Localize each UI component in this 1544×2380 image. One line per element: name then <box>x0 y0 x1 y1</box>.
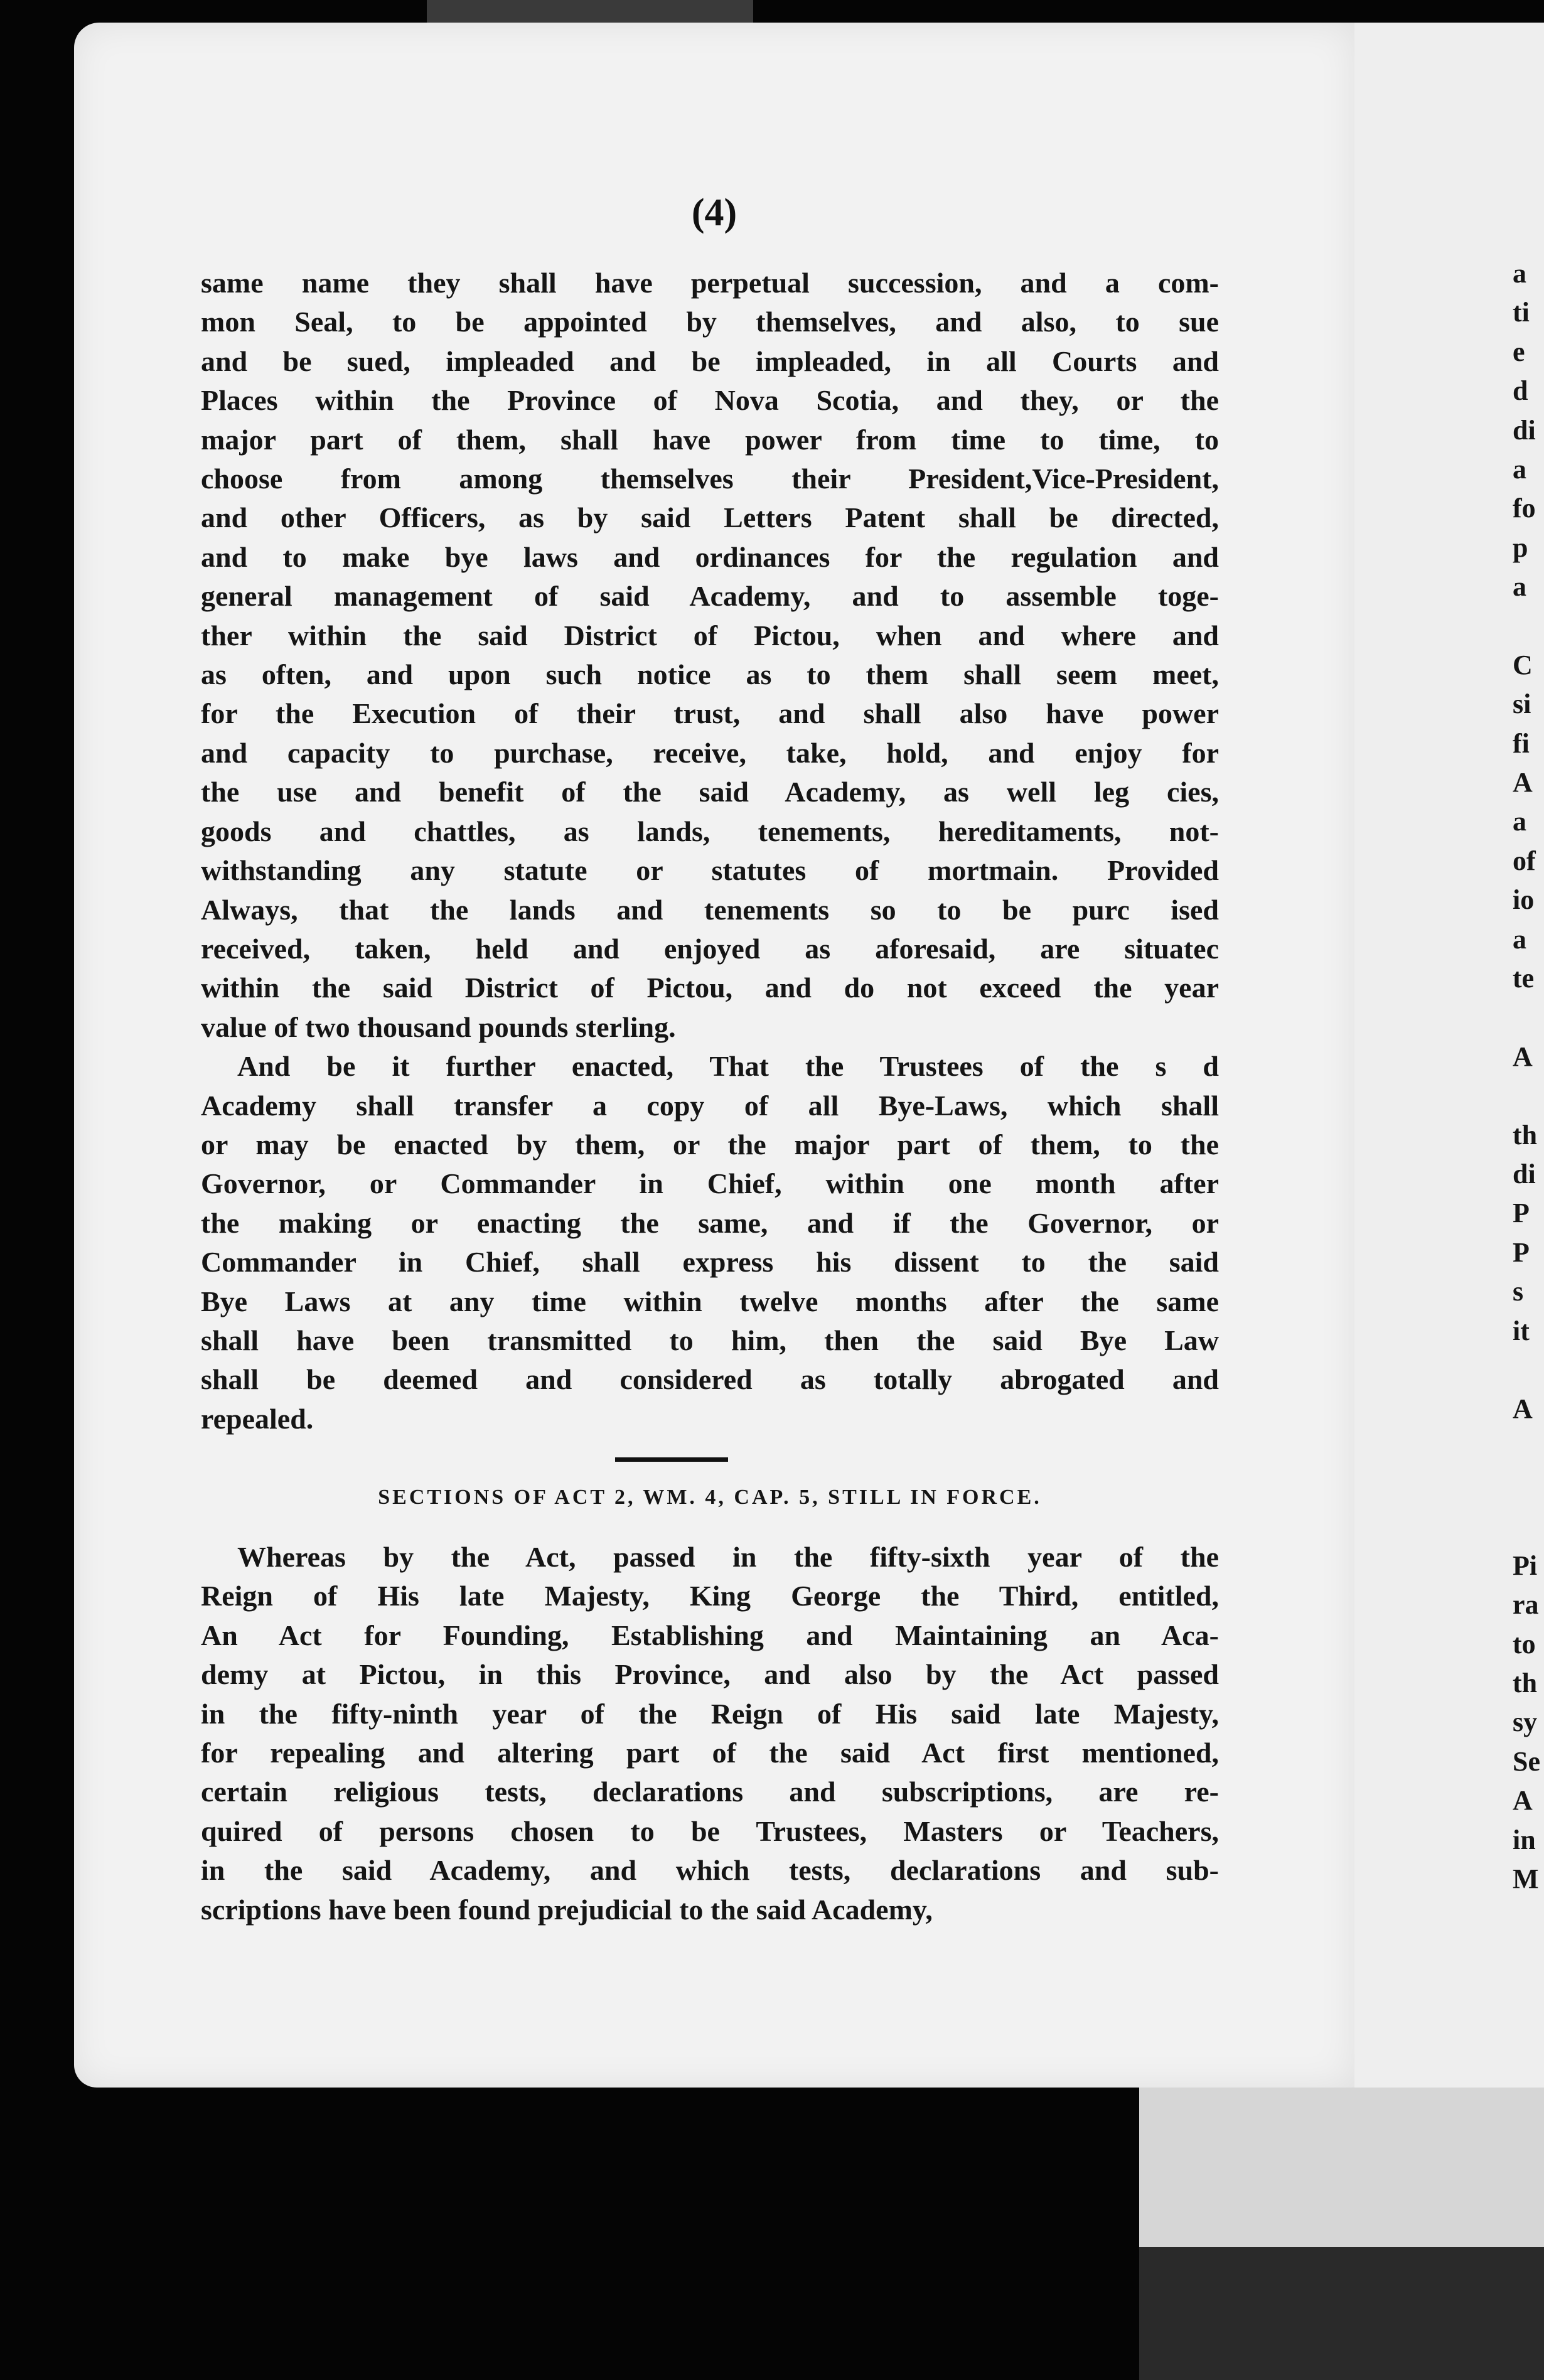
facing-page-fragment: th <box>1513 1119 1538 1150</box>
text-line: withstanding any statute or statutes of mortmain. Provided <box>201 854 1219 887</box>
text-line: and to make bye laws and ordinances for the regulation and <box>201 540 1219 573</box>
facing-page-fragment <box>1513 1351 1544 1390</box>
facing-page-fragment: a <box>1513 571 1526 603</box>
facing-page-fragment: a <box>1513 806 1526 837</box>
text-line: in the fifty-ninth year of the Reign of His said late Majesty, <box>201 1697 1219 1730</box>
facing-page-fragment: di <box>1513 1158 1536 1189</box>
facing-page-fragment: a <box>1513 453 1526 485</box>
facing-page-fragment: fi <box>1513 727 1530 759</box>
facing-page-fragment <box>1513 1468 1544 1507</box>
scan-background-top <box>427 0 753 25</box>
section-heading: SECTIONS OF ACT 2, WM. 4, CAP. 5, STILL IN FORCE. <box>378 1486 1042 1509</box>
text-line: and capacity to purchase, receive, take, hold, and enjoy for <box>201 736 1219 769</box>
text-line: And be it further enacted, That the Trustees of the s d <box>237 1050 1219 1083</box>
facing-page-fragment: ra <box>1513 1589 1539 1621</box>
text-line: repealed. <box>201 1402 314 1435</box>
facing-page-fragment: A <box>1513 1041 1533 1072</box>
paragraph-whereas <box>201 1538 1219 1929</box>
facing-page-fragment: A <box>1513 1785 1533 1816</box>
facing-page-fragment: to <box>1513 1628 1536 1659</box>
text-line: Governor, or Commander in Chief, within one month after <box>201 1167 1219 1200</box>
facing-page-fragment: ti <box>1513 297 1530 328</box>
text-line: within the said District of Pictou, and do not exceed the year <box>201 972 1219 1004</box>
text-line: Always, that the lands and tenements so to be purc ised <box>201 893 1219 926</box>
text-line: the making or enacting the same, and if the Governor, or <box>201 1206 1219 1239</box>
facing-page-fragment: Se <box>1513 1745 1540 1777</box>
text-line: the use and benefit of the said Academy, as well leg cies, <box>201 776 1219 808</box>
section-divider <box>615 1457 728 1462</box>
facing-page-fragment: p <box>1513 532 1528 563</box>
text-line: for repealing and altering part of the said Act first mentioned, <box>201 1737 1219 1769</box>
text-line: scriptions have been found prejudicial to the said Academy, <box>201 1893 933 1926</box>
text-line: Places within the Province of Nova Scotia, and they, or the <box>201 384 1219 417</box>
text-line: An Act for Founding, Establishing and Maintaining an Aca- <box>201 1619 1219 1651</box>
facing-page-fragment: sy <box>1513 1707 1538 1738</box>
text-line: shall have been transmitted to him, then the said Bye Law <box>201 1324 1219 1356</box>
text-line: mon Seal, to be appointed by themselves, and also, to sue <box>201 306 1219 338</box>
text-line: same name they shall have perpetual succession, and a com- <box>201 267 1219 299</box>
facing-page-fragment: it <box>1513 1315 1530 1346</box>
text-line: and be sued, impleaded and be impleaded, in all Courts and <box>201 345 1219 377</box>
facing-page-fragment: th <box>1513 1668 1538 1699</box>
text-line: Whereas by the Act, passed in the fifty-sixth year of the <box>237 1541 1219 1573</box>
facing-page-fragment <box>1513 607 1544 646</box>
facing-page-text-fragments <box>1513 254 1544 1899</box>
paragraph-body <box>201 264 1219 1439</box>
facing-page-fragment: P <box>1513 1236 1530 1268</box>
text-line: Commander in Chief, shall express his dissent to the said <box>201 1246 1219 1278</box>
text-line: goods and chattles, as lands, tenements, hereditaments, not- <box>201 815 1219 847</box>
text-line: Academy shall transfer a copy of all Bye-Laws, which shall <box>201 1089 1219 1122</box>
text-line: demy at Pictou, in this Province, and also by the Act passed <box>201 1658 1219 1691</box>
facing-page-fragment: di <box>1513 414 1536 446</box>
facing-page-fragment <box>1513 998 1544 1037</box>
facing-page-fragment: s <box>1513 1276 1524 1307</box>
text-line: and other Officers, as by said Letters Patent shall be directed, <box>201 501 1219 534</box>
text-line: in the said Academy, and which tests, declarations and sub- <box>201 1854 1219 1887</box>
facing-page-fragment: P <box>1513 1198 1530 1229</box>
facing-page-fragment: C <box>1513 649 1533 680</box>
text-line: choose from among themselves their President,Vice-President, <box>201 463 1219 495</box>
facing-page-fragment: Pi <box>1513 1550 1538 1581</box>
facing-page-fragment: fo <box>1513 493 1536 524</box>
text-line: or may be enacted by them, or the major part of them, to the <box>201 1128 1219 1161</box>
text-line: certain religious tests, declarations and subscriptions, are re- <box>201 1776 1219 1808</box>
text-line: general management of said Academy, and to assemble toge- <box>201 580 1219 613</box>
facing-page-fragment: in <box>1513 1824 1536 1855</box>
text-line: major part of them, shall have power from time to time, to <box>201 423 1219 456</box>
facing-page-fragment: a <box>1513 923 1526 955</box>
facing-page-fragment: d <box>1513 375 1528 407</box>
facing-page-fragment: A <box>1513 1393 1533 1425</box>
page-number: (4) <box>691 191 737 234</box>
facing-page-fragment: a <box>1513 258 1526 289</box>
text-line: as often, and upon such notice as to them shall seem meet, <box>201 658 1219 691</box>
facing-page-fragment: A <box>1513 767 1533 798</box>
text-line: Reign of His late Majesty, King George the Third, entitled, <box>201 1580 1219 1612</box>
text-line: value of two thousand pounds sterling. <box>201 1010 676 1043</box>
scan-background-bottom-right <box>1139 2247 1544 2380</box>
facing-page-fragment <box>1513 1076 1544 1115</box>
facing-page-fragment: te <box>1513 963 1535 994</box>
facing-page-fragment: of <box>1513 845 1536 876</box>
facing-page-fragment: e <box>1513 336 1525 367</box>
text-line: Bye Laws at any time within twelve months after the same <box>201 1285 1219 1317</box>
facing-page-fragment <box>1513 1429 1544 1468</box>
facing-page-fragment: io <box>1513 884 1535 916</box>
text-line: shall be deemed and considered as totally abrogated and <box>201 1363 1219 1396</box>
text-line: ther within the said District of Pictou, when and where and <box>201 619 1219 651</box>
facing-page-fragment <box>1513 1508 1544 1546</box>
text-line: quired of persons chosen to be Trustees, Masters or Teachers, <box>201 1814 1219 1847</box>
text-line: for the Execution of their trust, and shall also have power <box>201 697 1219 730</box>
facing-page-fragment: si <box>1513 689 1531 720</box>
text-line: received, taken, held and enjoyed as aforesaid, are situatec <box>201 932 1219 965</box>
facing-page-fragment: M <box>1513 1863 1539 1895</box>
